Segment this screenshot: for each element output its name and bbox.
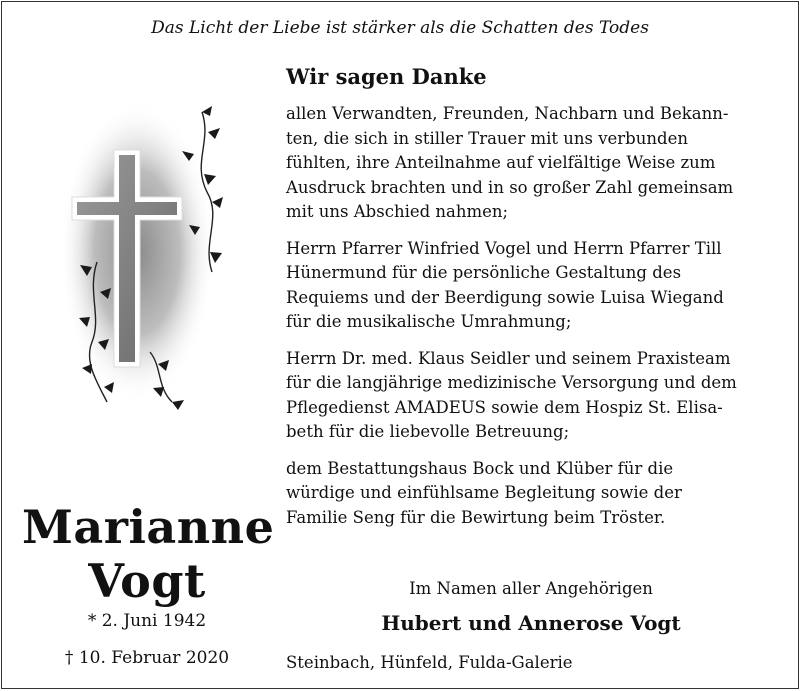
- paragraph-line: mit uns Abschied nahmen;: [286, 202, 509, 221]
- thanks-heading: Wir sagen Danke: [286, 64, 487, 89]
- paragraph-line: ten, die sich in stiller Trauer mit uns verbunden: [286, 128, 688, 148]
- paragraph-line: fühlten, ihre Anteilnahme auf vielfältige Weise zum: [286, 153, 716, 172]
- paragraph-line: beth für die liebevolle Betreuung;: [286, 422, 570, 441]
- paragraph-line: für die musikalische Umrahmung;: [286, 312, 572, 331]
- deceased-first-name: Marianne: [22, 500, 275, 554]
- obituary-notice: [1, 1, 799, 689]
- thanks-paragraph: [286, 237, 776, 335]
- places: Steinbach, Hünfeld, Fulda-Galerie: [286, 653, 573, 672]
- paragraph-line: Pflegedienst AMADEUS sowie dem Hospiz St. Elisa-: [286, 397, 723, 417]
- paragraph-line: Ausdruck brachten und in so großer Zahl gemeinsam: [286, 177, 734, 197]
- thanks-column: [286, 64, 776, 542]
- cross-with-ivy-icon: [62, 102, 242, 432]
- paragraph-line: Herrn Pfarrer Winfried Vogel und Herrn Pfarrer Till: [286, 238, 722, 258]
- thanks-paragraph: [286, 457, 776, 531]
- signers: Hubert und Annerose Vogt: [381, 611, 681, 635]
- paragraph-line: Requiems und der Beerdigung sowie Luisa Wiegand: [286, 287, 724, 307]
- paragraph-line: würdige und einfühlsame Begleitung sowie der: [286, 483, 682, 502]
- paragraph-line: dem Bestattungshaus Bock und Klüber für die: [286, 458, 674, 478]
- birth-date: * 2. Juni 1942: [87, 611, 207, 631]
- motto: Das Licht der Liebe ist stärker als die Schatten des Todes: [151, 18, 649, 38]
- paragraph-line: Familie Seng für die Bewirtung beim Tröster.: [286, 507, 666, 527]
- thanks-paragraph: [286, 347, 776, 445]
- on-behalf-line: Im Namen aller Angehörigen: [409, 579, 653, 598]
- deceased-last-name: Vogt: [88, 554, 206, 608]
- thanks-paragraph: [286, 102, 776, 225]
- paragraph-line: Hünermund für die persönliche Gestaltung des: [286, 263, 682, 282]
- paragraph-line: Herrn Dr. med. Klaus Seidler und seinem Praxisteam: [286, 348, 731, 368]
- paragraph-line: allen Verwandten, Freunden, Nachbarn und Bekann-: [286, 104, 729, 123]
- death-date: † 10. Februar 2020: [64, 648, 230, 668]
- paragraph-line: für die langjährige medizinische Versorgung und dem: [286, 373, 737, 392]
